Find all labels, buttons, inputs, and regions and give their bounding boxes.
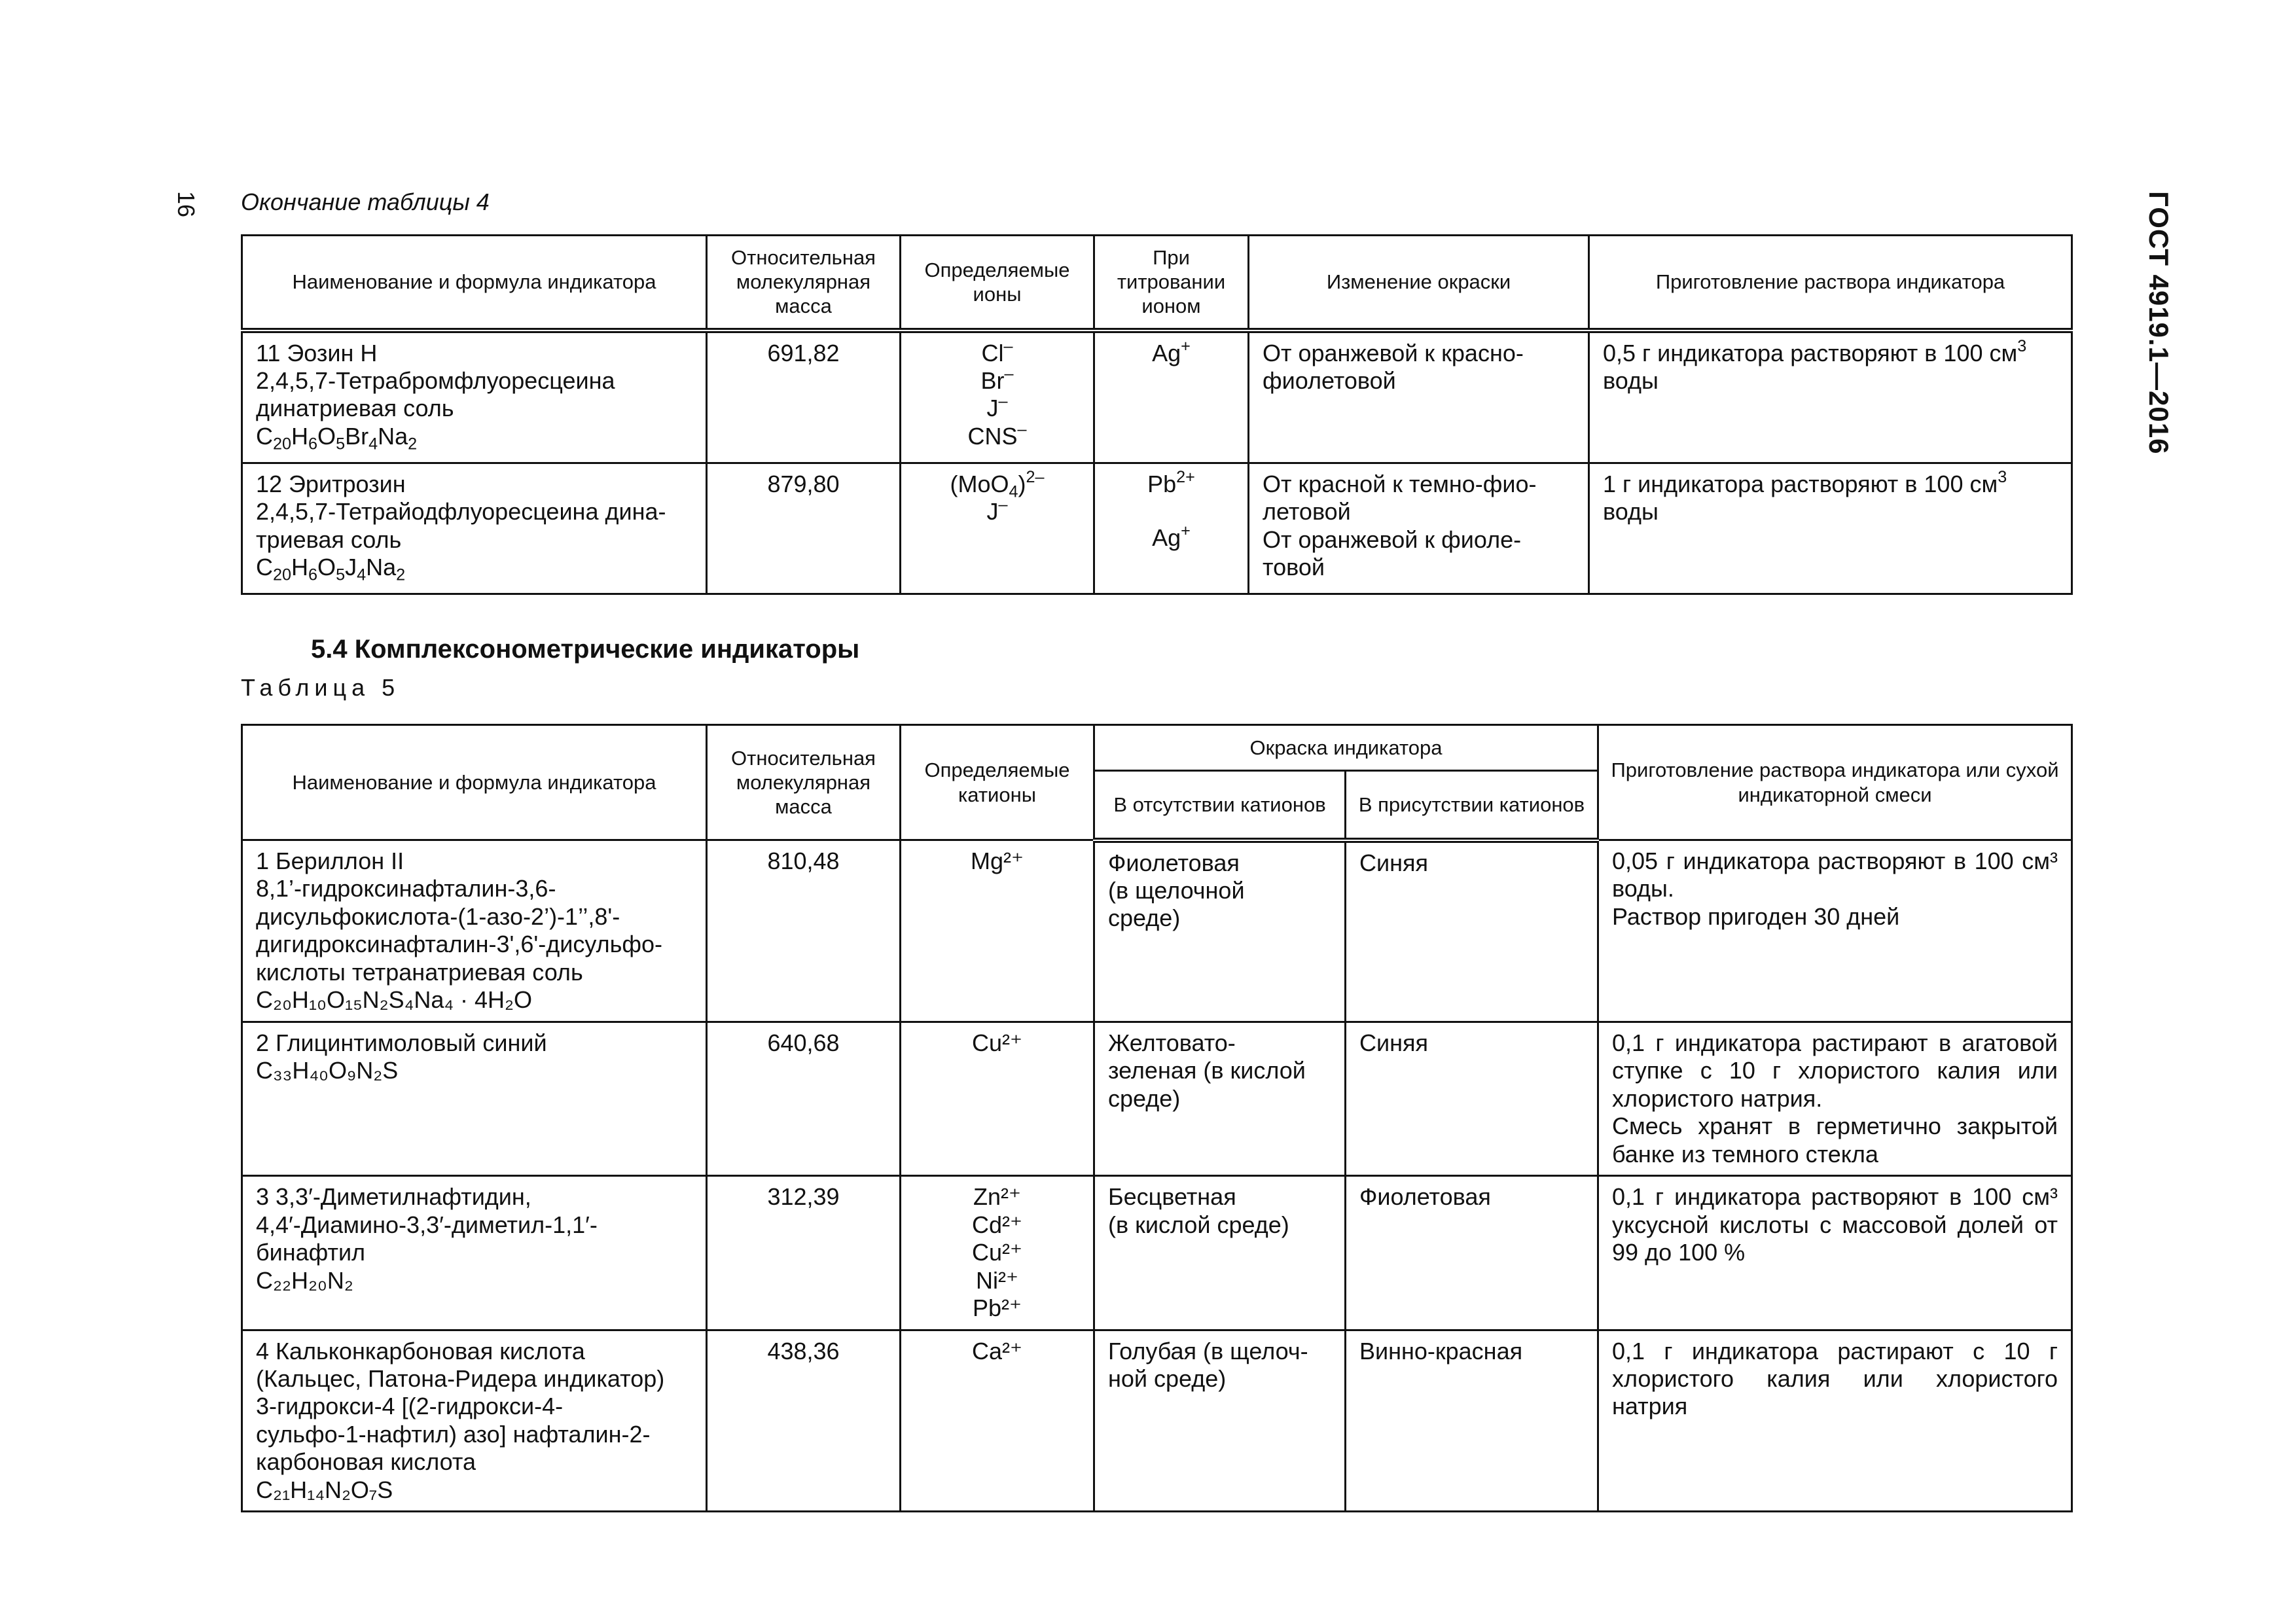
indicator-name-cell xyxy=(242,840,707,1022)
indicator-formula: C₂₂H₂₀N₂ xyxy=(256,1266,353,1294)
color-with-cations: Фиолетовая xyxy=(1346,1176,1598,1330)
indicator-name-line: дигидроксинафталин-3',6'-дисульфо- xyxy=(256,931,662,958)
color-without-cations-cell xyxy=(1094,1330,1346,1512)
column-header: В отсутствии катионов xyxy=(1094,771,1346,840)
molecular-mass: 691,82 xyxy=(707,330,901,463)
formula-part: 4 xyxy=(368,435,378,454)
preparation-paragraph: 0,1 г индикатора растирают в агатовой ступке с 10 г хлористого калия или хлористого натрия. xyxy=(1612,1029,2058,1112)
molecular-mass: 640,68 xyxy=(707,1022,901,1175)
color-line: среде) xyxy=(1108,904,1181,932)
cation: Cu²⁺ xyxy=(971,1239,1022,1266)
ion-charge: + xyxy=(1181,336,1191,355)
ion-subscript: 4 xyxy=(1009,482,1018,501)
page-number: 16 xyxy=(173,191,200,218)
preparation-cell xyxy=(1589,463,2072,594)
indicator-name-line: сульфо-1-нафтил) азо] нафталин-2- xyxy=(256,1420,651,1448)
section-heading: 5.4 Комплексонометрические индикаторы xyxy=(311,635,860,664)
formula-part: O xyxy=(317,422,336,450)
molecular-mass: 438,36 xyxy=(707,1330,901,1512)
ion-charge: – xyxy=(1003,336,1013,355)
ion-charge: 2– xyxy=(1026,467,1045,486)
ion-symbol: Pb xyxy=(1147,471,1177,497)
formula-part: 2 xyxy=(396,565,406,584)
indicator-name-cell xyxy=(242,1022,707,1175)
preparation-superscript: 3 xyxy=(1998,467,2007,486)
table-row xyxy=(242,840,2072,1022)
preparation-paragraph: Раствор пригоден 30 дней xyxy=(1612,902,1900,930)
column-header: Приготовление раствора индикатора или сухой индикаторной смеси xyxy=(1598,725,2072,840)
formula-part: 6 xyxy=(308,565,318,584)
ion xyxy=(914,495,1080,526)
ions-cell xyxy=(901,330,1094,463)
indicator-name-cell xyxy=(242,1330,707,1512)
column-header: Относительная молекулярная масса xyxy=(707,725,901,840)
color-line: Голубая (в щелоч- xyxy=(1108,1337,1308,1364)
formula-part: 20 xyxy=(273,435,292,454)
formula-part: 5 xyxy=(336,435,346,454)
table-5 xyxy=(241,724,2073,1512)
preparation-superscript: 3 xyxy=(2017,336,2027,355)
ion-symbol: ) xyxy=(1018,471,1026,497)
ion-charge: – xyxy=(998,392,1008,411)
indicator-name-line: (Кальцес, Патона-Ридера индикатор) xyxy=(256,1364,665,1392)
cation: Zn²⁺ xyxy=(973,1183,1021,1211)
column-header: Наименование и формула индикатора xyxy=(242,236,707,330)
color-line: (в кислой среде) xyxy=(1108,1211,1289,1238)
ion-symbol: CNS xyxy=(967,422,1018,450)
indicator-name-cell xyxy=(242,1176,707,1330)
ion xyxy=(914,336,1080,367)
table-continuation-caption: Окончание таблицы 4 xyxy=(241,188,490,215)
cation: Ca²⁺ xyxy=(971,1337,1022,1364)
preparation-paragraph: 0,1 г индикатора растирают с 10 г хлористого калия или хлористого натрия xyxy=(1612,1337,2058,1420)
color-without-cations-cell xyxy=(1094,1022,1346,1175)
color-change-line: От оранжевой к красно- xyxy=(1263,339,1524,366)
formula-part: 4 xyxy=(357,565,367,584)
ion xyxy=(914,467,1080,501)
indicator-formula: C₃₃H₄₀O₉N₂S xyxy=(256,1057,399,1084)
indicator-formula: C₂₁H₁₄N₂O₇S xyxy=(256,1476,393,1503)
color-with-cations: Винно-красная xyxy=(1346,1330,1598,1512)
color-change-line: От оранжевой к фиоле- xyxy=(1263,526,1522,553)
formula-part: 2 xyxy=(408,435,418,454)
color-change-cell xyxy=(1249,330,1589,463)
column-header: Определяемые катионы xyxy=(901,725,1094,840)
indicator-name-cell xyxy=(242,463,707,594)
formula-part: C xyxy=(256,422,273,450)
indicator-name-line: 3 3,3′-Диметилнафтидин, xyxy=(256,1183,531,1211)
preparation-text: 0,5 г индикатора растворяют в 100 см xyxy=(1603,339,2018,366)
preparation-text: 1 г индикатора растворяют в 100 см xyxy=(1603,471,1998,497)
indicator-name-line: 8,1’-гидроксинафталин-3,6- xyxy=(256,875,556,902)
formula-part: Na xyxy=(366,554,397,581)
cations-cell xyxy=(901,840,1094,1022)
cation: Ni²⁺ xyxy=(976,1266,1018,1294)
preparation-cell xyxy=(1598,1330,2072,1512)
ion-symbol: Ag xyxy=(1152,339,1181,366)
color-line: среде) xyxy=(1108,1084,1181,1112)
indicator-name-cell xyxy=(242,330,707,463)
indicator-formula xyxy=(256,554,692,584)
ion-symbol: Br xyxy=(980,366,1005,394)
preparation-tail: воды xyxy=(1603,366,1659,394)
titrant-ion xyxy=(1108,524,1234,552)
indicator-name-line: 2 Глицинтимоловый синий xyxy=(256,1029,547,1056)
ion-charge: 2+ xyxy=(1176,467,1195,486)
color-line: (в щелочной xyxy=(1108,876,1245,904)
ion-symbol: J xyxy=(986,395,999,422)
color-change-line: фиолетовой xyxy=(1263,366,1396,394)
titrant-cell xyxy=(1094,330,1249,463)
table-row xyxy=(242,1022,2072,1175)
table-row xyxy=(242,463,2072,594)
ion-charge: + xyxy=(1181,522,1191,541)
column-header: Относительная молекулярная масса xyxy=(707,236,901,330)
color-change-line: От красной к темно-фио- xyxy=(1263,471,1537,497)
formula-part: 6 xyxy=(308,435,318,454)
table-4 xyxy=(241,234,2073,595)
indicator-formula: C₂₀H₁₀O₁₅N₂S₄Na₄ · 4H₂O xyxy=(256,986,533,1014)
table-row xyxy=(242,1176,2072,1330)
ion-charge: – xyxy=(1017,419,1027,438)
preparation-cell xyxy=(1598,1022,2072,1175)
ion xyxy=(914,392,1080,422)
color-without-cations-cell xyxy=(1094,840,1346,1022)
preparation-cell xyxy=(1598,840,2072,1022)
color-change-line: товой xyxy=(1263,554,1325,581)
titrant-ion xyxy=(1108,467,1234,498)
indicator-name-line: кислоты тетранатриевая соль xyxy=(256,958,583,986)
ion-symbol: (MoO xyxy=(950,471,1009,497)
formula-part: J xyxy=(345,554,357,581)
cations-cell xyxy=(901,1330,1094,1512)
column-header: При титровании ионом xyxy=(1094,236,1249,330)
table-row xyxy=(242,1330,2072,1512)
indicator-name-line: 1 Бериллон II xyxy=(256,847,404,874)
ion-symbol: Cl xyxy=(981,339,1004,366)
titrant-ion xyxy=(1108,336,1234,367)
indicator-name-line: 4 Кальконкарбоновая кислота xyxy=(256,1337,585,1364)
preparation-paragraph: Смесь хранят в герметично закрытой банке из темного стекла xyxy=(1612,1113,2058,1168)
column-header: Наименование и формула индикатора xyxy=(242,725,707,840)
column-header: Приготовление раствора индикатора xyxy=(1589,236,2072,330)
indicator-formula xyxy=(256,422,692,454)
ions-cell xyxy=(901,463,1094,594)
cation: Cu²⁺ xyxy=(971,1029,1022,1056)
spacer xyxy=(1108,498,1234,524)
ion-charge: – xyxy=(1004,364,1014,383)
formula-part: Br xyxy=(345,422,369,450)
molecular-mass: 879,80 xyxy=(707,463,901,594)
indicator-name-line: 3-гидрокси-4 [(2-гидрокси-4- xyxy=(256,1393,564,1420)
formula-part: H xyxy=(291,422,309,450)
indicator-name-line: 2,4,5,7-Тетрабромфлуоресцеина xyxy=(256,366,615,394)
color-line: Желтовато- xyxy=(1108,1029,1236,1056)
color-line: зеленая (в кислой xyxy=(1108,1057,1306,1084)
cation: Mg²⁺ xyxy=(971,847,1024,874)
formula-part: O xyxy=(317,554,336,581)
color-with-cations: Синяя xyxy=(1346,1022,1598,1175)
column-header: Изменение окраски xyxy=(1249,236,1589,330)
color-line: Фиолетовая xyxy=(1108,849,1240,876)
formula-part: 20 xyxy=(273,565,292,584)
indicator-name-line: 11 Эозин Н xyxy=(256,339,378,366)
indicator-name-line: дисульфокислота-(1-азо-2’)-1’’,8'- xyxy=(256,902,620,930)
color-line: ной среде) xyxy=(1108,1364,1227,1392)
indicator-name-line: 12 Эритрозин xyxy=(256,471,406,497)
ion-symbol: J xyxy=(986,498,999,526)
formula-part: C xyxy=(256,554,273,581)
table-label: Таблица 5 xyxy=(241,674,401,701)
standard-code: ГОСТ 4919.1—2016 xyxy=(2144,191,2174,455)
cations-cell xyxy=(901,1022,1094,1175)
color-change-cell xyxy=(1249,463,1589,594)
color-change-line: летовой xyxy=(1263,498,1351,526)
indicator-name-line: динатриевая соль xyxy=(256,395,454,422)
column-header: Определяемые ионы xyxy=(901,236,1094,330)
indicator-name-line: бинафтил xyxy=(256,1239,366,1266)
formula-part: H xyxy=(291,554,309,581)
cations-cell xyxy=(901,1176,1094,1330)
titrant-cell xyxy=(1094,463,1249,594)
cation: Cd²⁺ xyxy=(971,1211,1022,1238)
column-group-header: Окраска индикатора xyxy=(1094,725,1598,771)
indicator-name-line: 2,4,5,7-Тетрайодфлуоресцеина дина- xyxy=(256,498,666,526)
preparation-cell xyxy=(1598,1176,2072,1330)
color-without-cations-cell xyxy=(1094,1176,1346,1330)
preparation-cell xyxy=(1589,330,2072,463)
molecular-mass: 312,39 xyxy=(707,1176,901,1330)
ion-charge: – xyxy=(998,495,1008,514)
indicator-name-line: триевая соль xyxy=(256,526,402,553)
ion xyxy=(914,364,1080,395)
ion xyxy=(914,419,1080,450)
formula-part: 5 xyxy=(336,565,346,584)
preparation-paragraph: 0,1 г индикатора растворяют в 100 см³ уксусной кислоты с массовой долей от 99 до 100 % xyxy=(1612,1183,2058,1266)
color-line: Бесцветная xyxy=(1108,1183,1236,1211)
indicator-name-line: 4,4′-Диамино-3,3′-диметил-1,1′- xyxy=(256,1211,598,1238)
color-with-cations: Синяя xyxy=(1346,840,1598,1022)
formula-part: Na xyxy=(378,422,408,450)
indicator-name-line: карбоновая кислота xyxy=(256,1448,476,1476)
cation: Pb²⁺ xyxy=(972,1294,1022,1322)
preparation-paragraph: 0,05 г индикатора растворяют в 100 см³ воды. xyxy=(1612,847,2058,902)
column-header: В присутствии катионов xyxy=(1346,771,1598,840)
molecular-mass: 810,48 xyxy=(707,840,901,1022)
preparation-tail: воды xyxy=(1603,498,1659,526)
ion-symbol: Ag xyxy=(1152,524,1181,552)
table-row xyxy=(242,330,2072,463)
